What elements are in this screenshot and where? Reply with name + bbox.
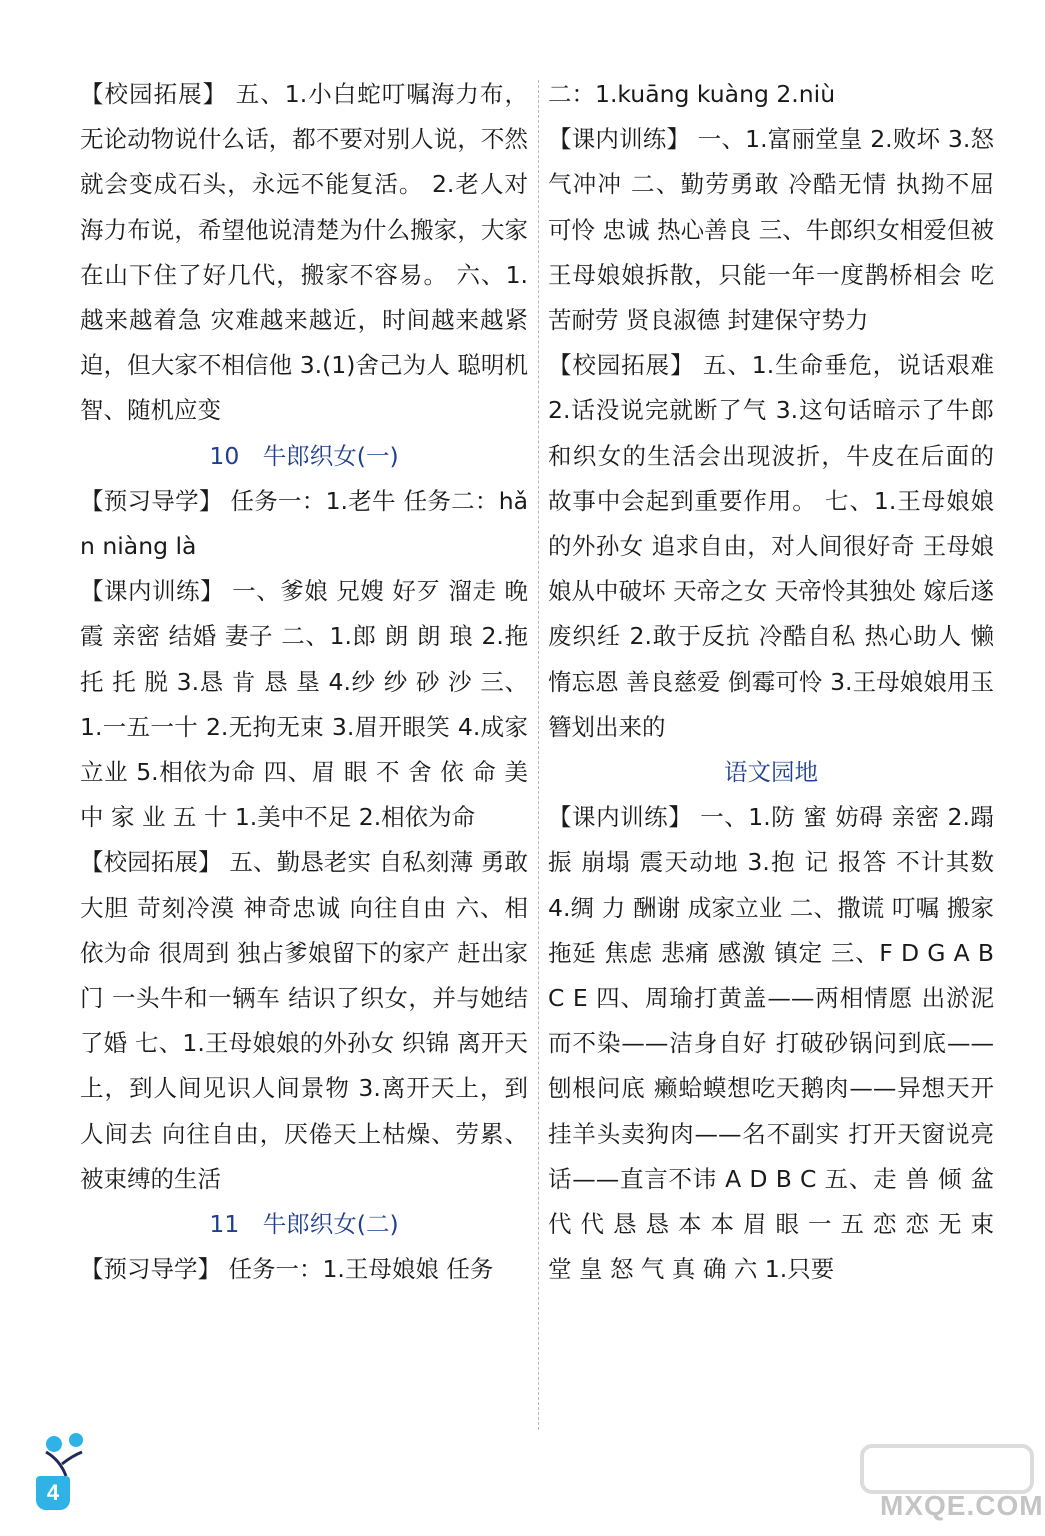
answer-paragraph: 【课内训练】 一、1.防 蜜 妨碍 亲密 2.蹋 振 崩塌 震天动地 3.抱 记 报答 不计其数 4.绸 力 酬谢 成家立业 二、撒谎 叮嘱 搬家 拖延 焦虑 悲痛 感激 镇定 三、F D G A B C E 四、周瑜打黄盖——两相情愿 出淤泥而不染——洁身自好 打破砂锅问到底——刨根问底 癞蛤蟆想吃天鹅肉——异想天开 挂羊头卖狗肉——名不副实 打开天窗说亮话——直言不讳 A D B C 五、走 兽 倾 盆 代 代 恳 恳 本 本 眉 眼 一 五 恋 恋 无 束 堂 皇 怒 气 真 确 六 1.只要 <box>548 803 1002 1284</box>
answer-paragraph: 【课内训练】 一、爹娘 兄嫂 好歹 溜走 晚霞 亲密 结婚 妻子 二、1.郎 朗 朗 琅 2.拖 托 托 脱 3.恳 肯 恳 垦 4.纱 纱 砂 沙 三、1.一五一十 2.无拘无束 3.眉开眼笑 4.成家立业 5.相依为命 四、眉 眼 不 舍 依 命 美 中 家 业 五 十 1.美中不足 2.相依为命 <box>80 577 536 832</box>
answer-paragraph: 【校园拓展】 五、1.小白蛇叮嘱海力布，无论动物说什么话，都不要对别人说，不然就会变成石头，永远不能复活。 2.老人对海力布说，希望他说清楚为什么搬家，大家在山下住了好几代，搬家不容易。 六、1.越来越着急 灾难越来越近，时间越来越紧迫，但大家不相信他 3.(1)舍己为人 聪明机智、随机应变 <box>80 80 528 425</box>
answer-paragraph: 二：1.kuāng kuàng 2.niù <box>548 80 836 108</box>
answer-paragraph: 【预习导学】 任务一：1.老牛 任务二：hǎn niàng là <box>80 486 528 561</box>
answer-paragraph: 【课内训练】 一、1.富丽堂皇 2.败坏 3.怒气冲冲 二、勤劳勇敢 冷酷无情 执拗不屈 可怜 忠诚 热心善良 三、牛郎织女相爱但被王母娘娘拆散，只能一年一度鹊桥相会 吃苦耐劳 贤良淑德 封建保守势力 <box>548 125 1002 335</box>
section-heading: 11 牛郎织女(二) <box>209 1210 399 1239</box>
answer-paragraph: 【校园拓展】 五、勤恳老实 自私刻薄 勇敢大胆 苛刻冷漠 神奇忠诚 向往自由 六、相依为命 很周到 独占爹娘留下的家产 赶出家门 一头牛和一辆车 结识了织女，并与她结了婚 七、1.王母娘娘的外孙女 织锦 离开天上，到人间见识人间景物 3.离开天上，到人间去 向往自由，厌倦天上枯燥、劳累、被束缚的生活 <box>80 848 528 1193</box>
watermark-text: MXQE.COM <box>880 1490 1044 1521</box>
section-heading: 10 牛郎织女(一) <box>209 441 399 470</box>
page-number: 4 <box>36 1476 70 1510</box>
sprout-icon <box>32 1430 102 1480</box>
answer-paragraph: 【预习导学】 任务一：1.王母娘娘 任务 <box>80 1255 494 1284</box>
answer-paragraph: 【校园拓展】 五、1.生命垂危，说话艰难 2.话没说完就断了气 3.这句话暗示了牛郎和织女的生活会出现波折，牛皮在后面的故事中会起到重要作用。 七、1.王母娘娘的外孙女 追求自由，对人间很好奇 王母娘娘从中破坏 天帝之女 天帝怜其独处 嫁后遂废织纴 2.敢于反抗 冷酷自私 热心助人 懒惰忘恩 善良慈爱 倒霉可怜 3.王母娘娘用玉簪划出来的 <box>548 351 1002 741</box>
section-heading: 语文园地 <box>724 758 818 787</box>
column-divider <box>538 80 539 1430</box>
right-column <box>548 72 1002 1292</box>
left-column <box>80 72 536 1292</box>
